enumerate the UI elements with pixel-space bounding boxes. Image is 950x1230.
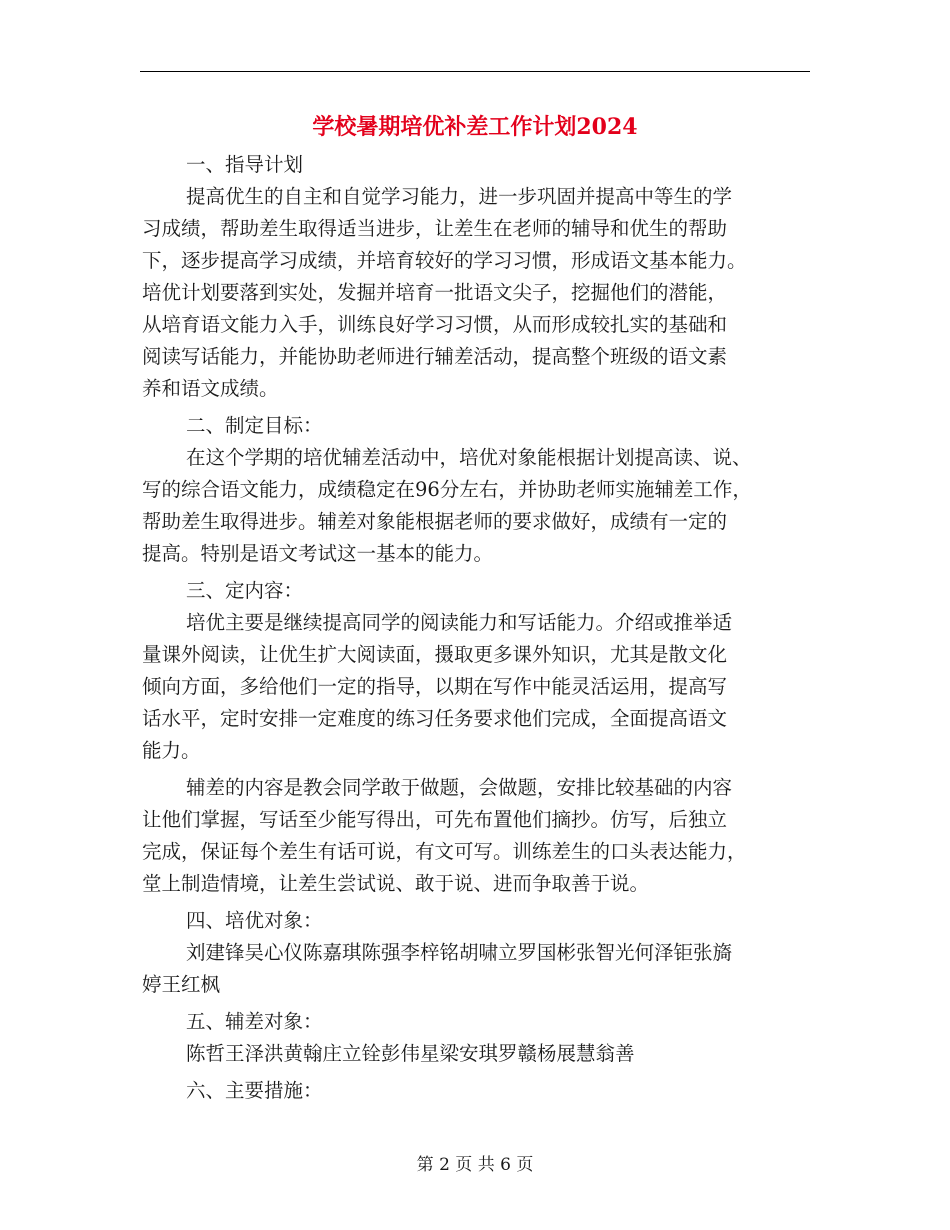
paragraph-line: 话水平，定时安排一定难度的练习任务要求他们完成，全面提高语文 bbox=[142, 707, 728, 730]
paragraph-line: 辅差的内容是教会同学敢于做题，会做题，安排比较基础的内容 bbox=[186, 776, 733, 799]
paragraph-line: 阅读写话能力，并能协助老师进行辅差活动，提高整个班级的语文素 bbox=[142, 345, 728, 368]
paragraph-line: 量课外阅读，让优生扩大阅读面，摄取更多课外知识，尤其是散文化 bbox=[142, 643, 728, 666]
paragraph-line: 在这个学期的培优辅差活动中，培优对象能根据计划提高读、说、 bbox=[186, 446, 752, 469]
paragraph-line: 完成，保证每个差生有话可说，有文可写。训练差生的口头表达能力， bbox=[142, 840, 747, 863]
student-list-line: 刘建锋吴心仪陈嘉琪陈强李梓铭胡啸立罗国彬张智光何泽钜张旖 bbox=[186, 941, 733, 964]
page-number: 第 2 页 共 6 页 bbox=[416, 1155, 534, 1175]
paragraph-line: 帮助差生取得进步。辅差对象能根据老师的要求做好，成绩有一定的 bbox=[142, 510, 728, 533]
header-rule bbox=[140, 71, 810, 72]
section-heading-1: 一、指导计划 bbox=[186, 153, 304, 176]
section-heading-2: 二、制定目标： bbox=[186, 414, 323, 437]
paragraph-line: 提高。特别是语文考试这一基本的能力。 bbox=[142, 542, 494, 565]
section-heading-5: 五、辅差对象： bbox=[186, 1010, 323, 1033]
paragraph-line: 提高优生的自主和自觉学习能力，进一步巩固并提高中等生的学 bbox=[186, 185, 733, 208]
section-heading-6: 六、主要措施： bbox=[186, 1079, 323, 1102]
paragraph-line: 让他们掌握，写话至少能写得出，可先布置他们摘抄。仿写，后独立 bbox=[142, 808, 728, 831]
paragraph-line: 能力。 bbox=[142, 739, 201, 762]
document-title: 学校暑期培优补差工作计划2024 bbox=[312, 114, 638, 140]
paragraph-line: 习成绩，帮助差生取得适当进步，让差生在老师的辅导和优生的帮助 bbox=[142, 217, 728, 240]
paragraph-line: 写的综合语文能力，成绩稳定在96分左右，并协助老师实施辅差工作， bbox=[142, 478, 752, 501]
paragraph-line: 养和语文成绩。 bbox=[142, 377, 279, 400]
paragraph-line: 下，逐步提高学习成绩，并培育较好的学习习惯，形成语文基本能力。 bbox=[142, 249, 747, 272]
student-list-line: 陈哲王泽洪黄翰庄立铨彭伟星梁安琪罗赣杨展慧翁善 bbox=[186, 1042, 635, 1065]
paragraph-line: 堂上制造情境，让差生尝试说、敢于说、进而争取善于说。 bbox=[142, 872, 650, 895]
paragraph-line: 从培育语文能力入手，训练良好学习习惯，从而形成较扎实的基础和 bbox=[142, 313, 728, 336]
section-heading-4: 四、培优对象： bbox=[186, 909, 323, 932]
section-heading-3: 三、定内容： bbox=[186, 579, 304, 602]
paragraph-line: 培优计划要落到实处，发掘并培育一批语文尖子，挖掘他们的潜能， bbox=[142, 281, 728, 304]
paragraph-line: 培优主要是继续提高同学的阅读能力和写话能力。介绍或推举适 bbox=[186, 611, 733, 634]
student-list-line: 婷王红枫 bbox=[142, 973, 221, 996]
paragraph-line: 倾向方面，多给他们一定的指导，以期在写作中能灵活运用，提高写 bbox=[142, 675, 728, 698]
